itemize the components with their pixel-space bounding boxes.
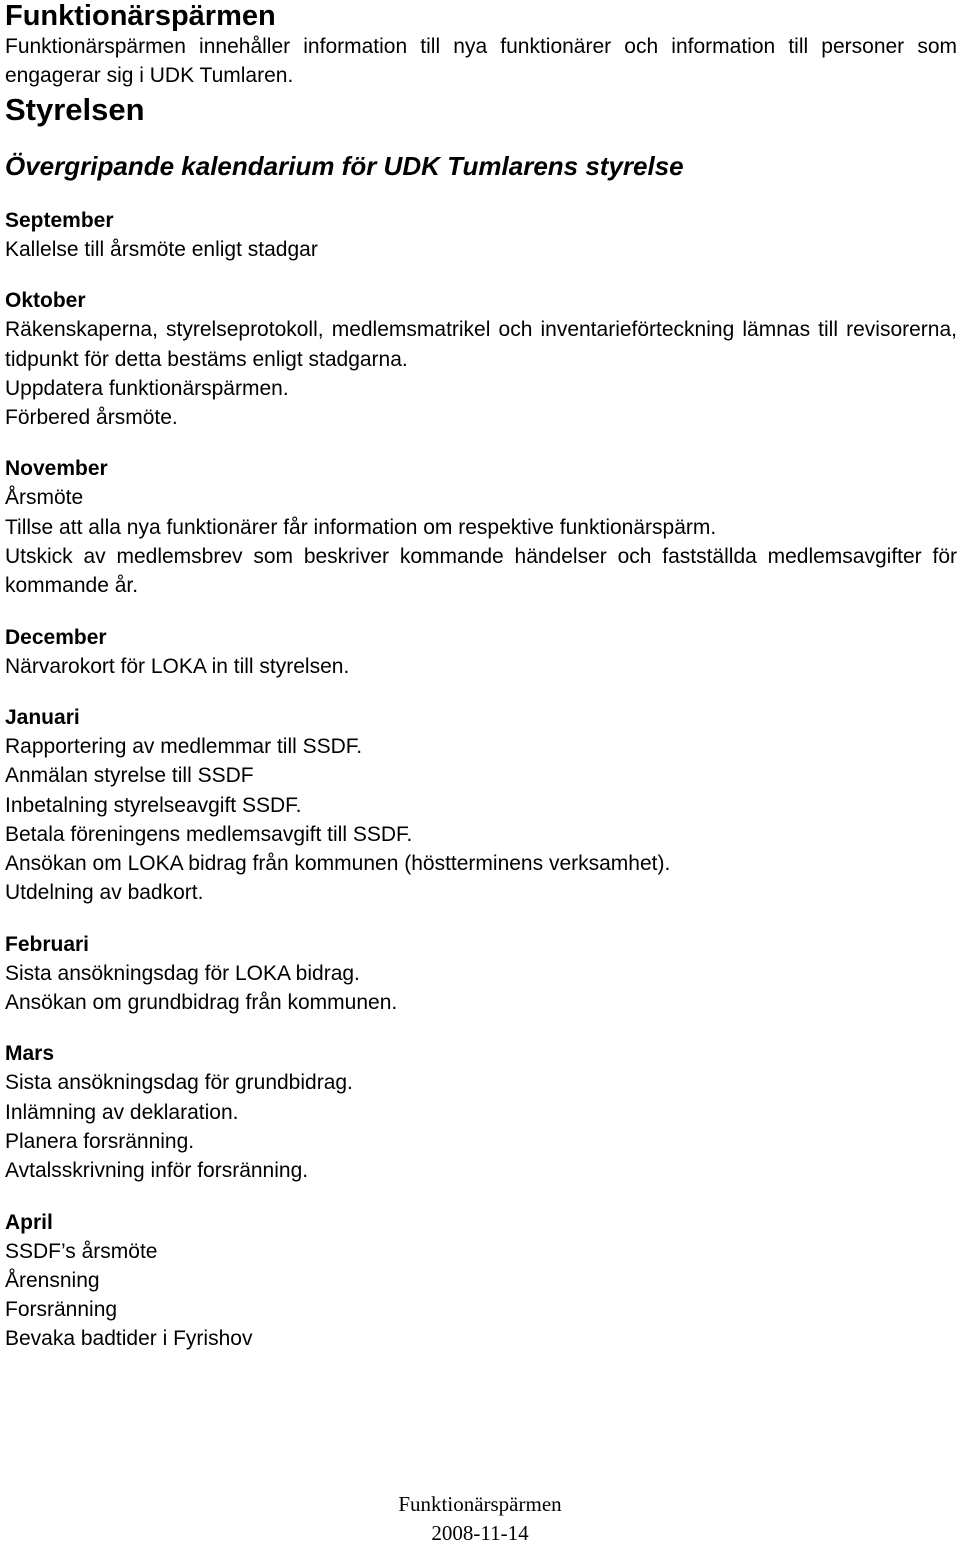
footer-name: Funktionärspärmen xyxy=(398,1492,562,1516)
calendar-item: Rapportering av medlemmar till SSDF. xyxy=(5,734,363,758)
calendar-item: Inbetalning styrelseavgift SSDF. xyxy=(5,793,302,817)
calendar-item: Närvarokort för LOKA in till styrelsen. xyxy=(5,654,350,678)
calendar-item: Tillse att alla nya funktionärer får information om respektive funktionärspärm. xyxy=(5,515,717,539)
month-section xyxy=(5,1039,957,1185)
footer-date: 2008-11-14 xyxy=(431,1521,529,1545)
calendar-item: Utdelning av badkort. xyxy=(5,881,204,905)
calendar-item: Räkenskaperna, styrelseprotokoll, medlemsmatrikel och inventarieförteckning lämnas till revisorerna, tidpunkt för detta bestäms enligt stadgarna. xyxy=(5,318,957,371)
calendar-item: Utskick av medlemsbrev som beskriver kommande händelser och fastställda medlemsavgifter för kommande år. xyxy=(5,545,957,598)
calendar-item: Årsmöte xyxy=(5,486,84,510)
month-section xyxy=(5,454,957,600)
month-section xyxy=(5,930,957,1018)
calendar-item: Bevaka badtider i Fyrishov xyxy=(5,1327,253,1351)
month-section xyxy=(5,1208,957,1354)
section-heading: Styrelsen xyxy=(5,92,145,127)
calendar-item: Planera forsränning. xyxy=(5,1129,195,1153)
month-heading: September xyxy=(5,209,114,232)
calendar-item: Ansökan om LOKA bidrag från kommunen (höstterminens verksamhet). xyxy=(5,852,671,876)
month-heading: November xyxy=(5,457,108,481)
calendar-item: Sista ansökningsdag för LOKA bidrag. xyxy=(5,961,360,985)
calendar-item: Avtalsskrivning inför forsränning. xyxy=(5,1159,309,1183)
month-heading: December xyxy=(5,625,107,649)
intro-paragraph: Funktionärspärmen innehåller information till nya funktionärer och information till personer som engagerar sig i UDK Tumlaren. xyxy=(5,35,957,87)
month-section xyxy=(5,623,957,681)
calendar-item: Förbered årsmöte. xyxy=(5,406,178,430)
calendar-item: Inlämning av deklaration. xyxy=(5,1100,239,1124)
month-section xyxy=(5,206,957,264)
month-section xyxy=(5,703,957,908)
calendar-heading: Övergripande kalendarium för UDK Tumlarens styrelse xyxy=(5,151,684,181)
calendar-item: Forsränning xyxy=(5,1298,118,1322)
calendar-item: Uppdatera funktionärspärmen. xyxy=(5,376,289,400)
calendar-item: Ansökan om grundbidrag från kommunen. xyxy=(5,991,398,1015)
document-title: Funktionärspärmen xyxy=(5,0,276,32)
calendar-item: Anmälan styrelse till SSDF xyxy=(5,764,254,788)
calendar-months xyxy=(5,206,957,1354)
calendar-item: Kallelse till årsmöte enligt stadgar xyxy=(5,238,318,261)
month-heading: Mars xyxy=(5,1042,55,1066)
month-heading: April xyxy=(5,1210,53,1234)
month-heading: Januari xyxy=(5,705,80,729)
document-body xyxy=(5,0,957,1354)
calendar-item: Betala föreningens medlemsavgift till SSDF. xyxy=(5,822,413,846)
month-section xyxy=(5,286,957,432)
calendar-item: SSDF’s årsmöte xyxy=(5,1239,158,1263)
month-heading: Oktober xyxy=(5,289,86,313)
calendar-item: Årensning xyxy=(5,1268,100,1292)
calendar-item: Sista ansökningsdag för grundbidrag. xyxy=(5,1071,353,1095)
month-heading: Februari xyxy=(5,932,90,956)
